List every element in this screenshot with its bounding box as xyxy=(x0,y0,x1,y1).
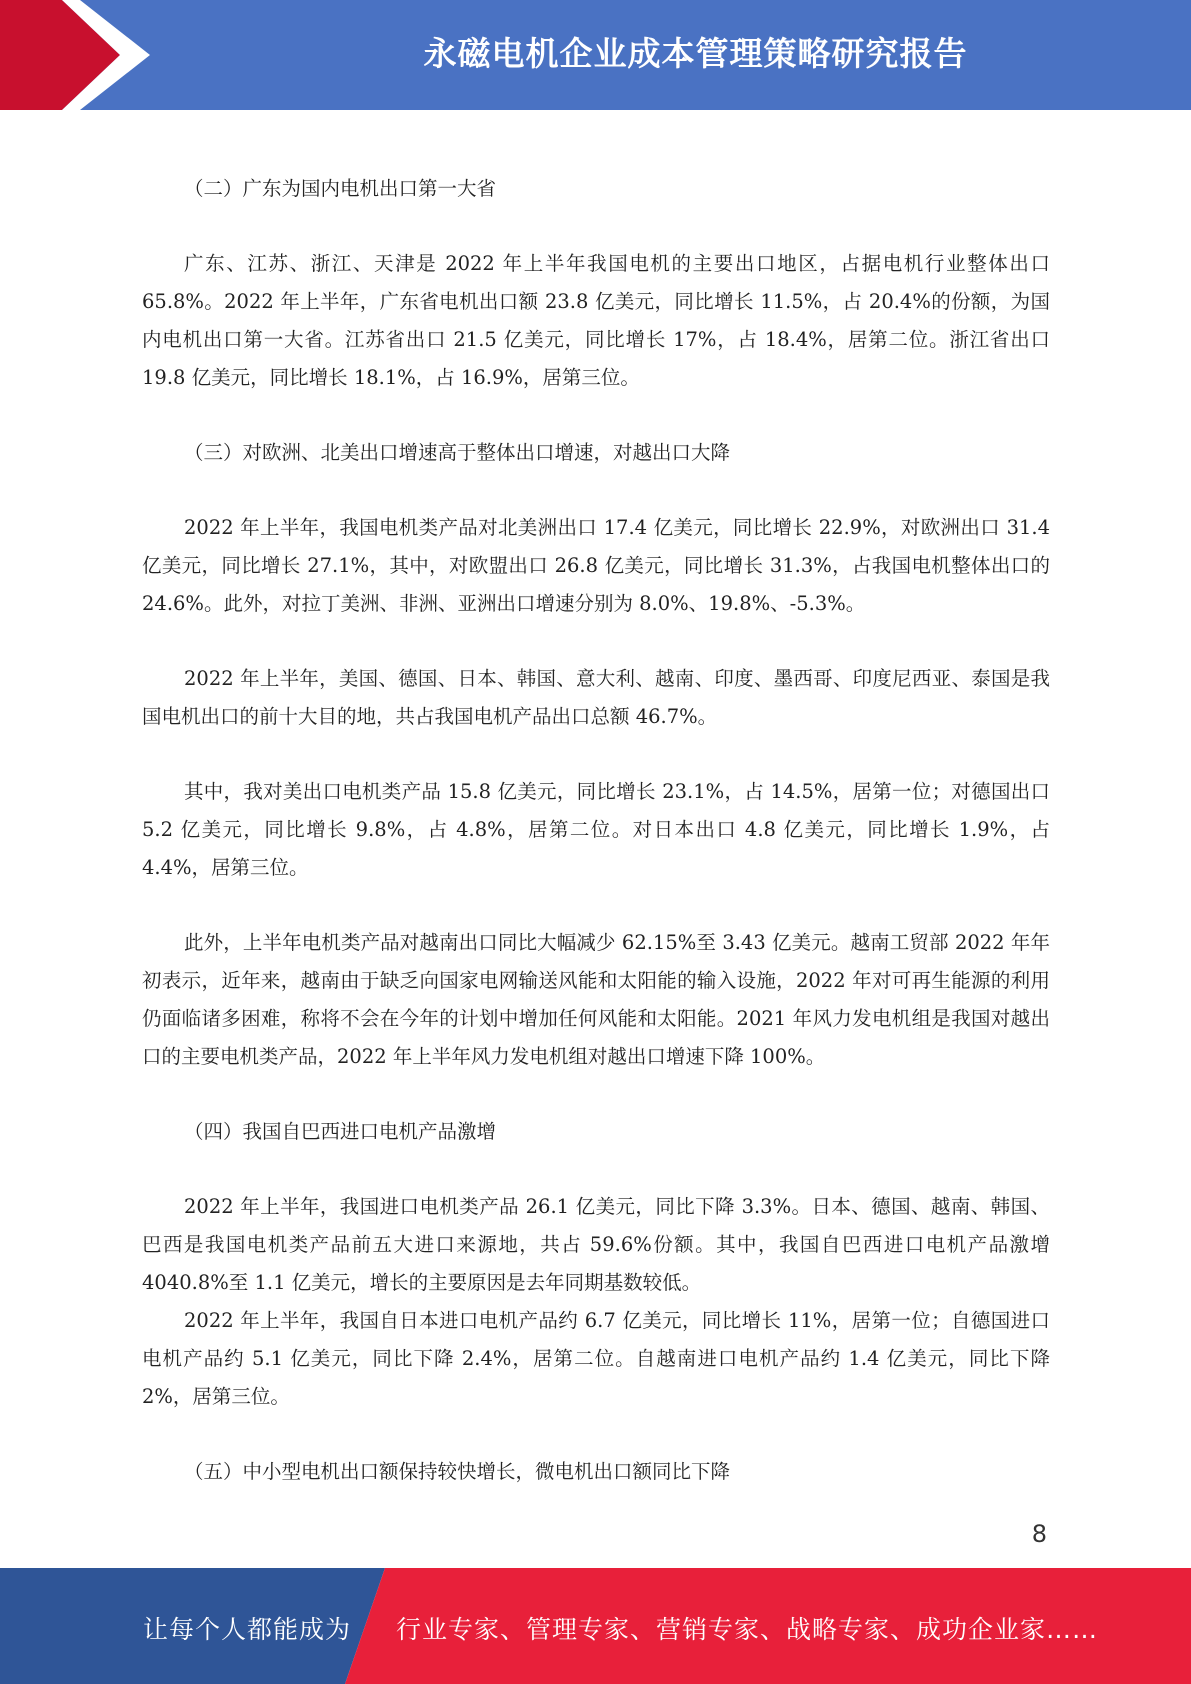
footer-slogan-left: 让每个人都能成为 xyxy=(143,1615,352,1644)
paragraph-vietnam: 此外，上半年电机类产品对越南出口同比大幅减少 62.15%至 3.43 亿美元。越南工贸部 2022 年年初表示，近年来，越南由于缺乏向国家电网输送风能和太阳能的输入设施，2022 年对可再生能源的利用仍面临诸多困难，称将不会在今年的计划中增加任何风能和太阳能。2021 年风力发电机组是我国对越出口的主要电机类产品，2022 年上半年风力发电机组对越出口增速下降 100%。 xyxy=(142,931,1050,1068)
main-content xyxy=(142,170,1050,1491)
page-footer xyxy=(0,1568,1191,1684)
paragraph-guangdong: 广东、江苏、浙江、天津是 2022 年上半年我国电机的主要出口地区，占据电机行业整体出口 65.8%。2022 年上半年，广东省电机出口额 23.8 亿美元，同比增长 11.5%，占 20.4%的份额，为国内电机出口第一大省。江苏省出口 21.5 亿美元，同比增长 17%，占 18.4%，居第二位。浙江省出口 19.8 亿美元，同比增长 18.1%，占 16.9%，居第三位。 xyxy=(142,252,1050,389)
report-title: 永磁电机企业成本管理策略研究报告 xyxy=(423,34,968,73)
section-heading-4: （四）我国自巴西进口电机产品激增 xyxy=(184,1120,497,1143)
paragraph-regions: 2022 年上半年，我国电机类产品对北美洲出口 17.4 亿美元，同比增长 22.9%，对欧洲出口 31.4 亿美元，同比增长 27.1%，其中，对欧盟出口 26.8 亿美元，同比增长 31.3%，占我国电机整体出口的 24.6%。此外，对拉丁美洲、非洲、亚洲出口增速分别为 8.0%、19.8%、-5.3%。 xyxy=(142,516,1050,615)
paragraph-import-2: 2022 年上半年，我国自日本进口电机产品约 6.7 亿美元，同比增长 11%，居第一位；自德国进口电机产品约 5.1 亿美元，同比下降 2.4%，居第二位。自越南进口电机产品约 1.4 亿美元，同比下降 2%，居第三位。 xyxy=(142,1309,1050,1408)
section-heading-3: （三）对欧洲、北美出口增速高于整体出口增速，对越出口大降 xyxy=(184,441,731,464)
page-number: 8 xyxy=(1031,1520,1047,1548)
page-header xyxy=(0,0,1191,110)
section-heading-5: （五）中小型电机出口额保持较快增长，微电机出口额同比下降 xyxy=(184,1460,731,1483)
paragraph-top10: 2022 年上半年，美国、德国、日本、韩国、意大利、越南、印度、墨西哥、印度尼西亚、泰国是我国电机出口的前十大目的地，共占我国电机产品出口总额 46.7%。 xyxy=(142,667,1050,728)
paragraph-us: 其中，我对美出口电机类产品 15.8 亿美元，同比增长 23.1%，占 14.5%，居第一位；对德国出口 5.2 亿美元，同比增长 9.8%，占 4.8%，居第二位。对日本出口 4.8 亿美元，同比增长 1.9%，占 4.4%，居第三位。 xyxy=(142,780,1050,879)
footer-slogan-right: 行业专家、管理专家、营销专家、战略专家、成功企业家…… xyxy=(396,1615,1099,1644)
section-heading-2: （二）广东为国内电机出口第一大省 xyxy=(184,177,497,200)
paragraph-import: 2022 年上半年，我国进口电机类产品 26.1 亿美元，同比下降 3.3%。日本、德国、越南、韩国、巴西是我国电机类产品前五大进口来源地，共占 59.6%份额。其中，我国自巴西进口电机产品激增 4040.8%至 1.1 亿美元，增长的主要原因是去年同期基数较低。 xyxy=(142,1195,1050,1294)
